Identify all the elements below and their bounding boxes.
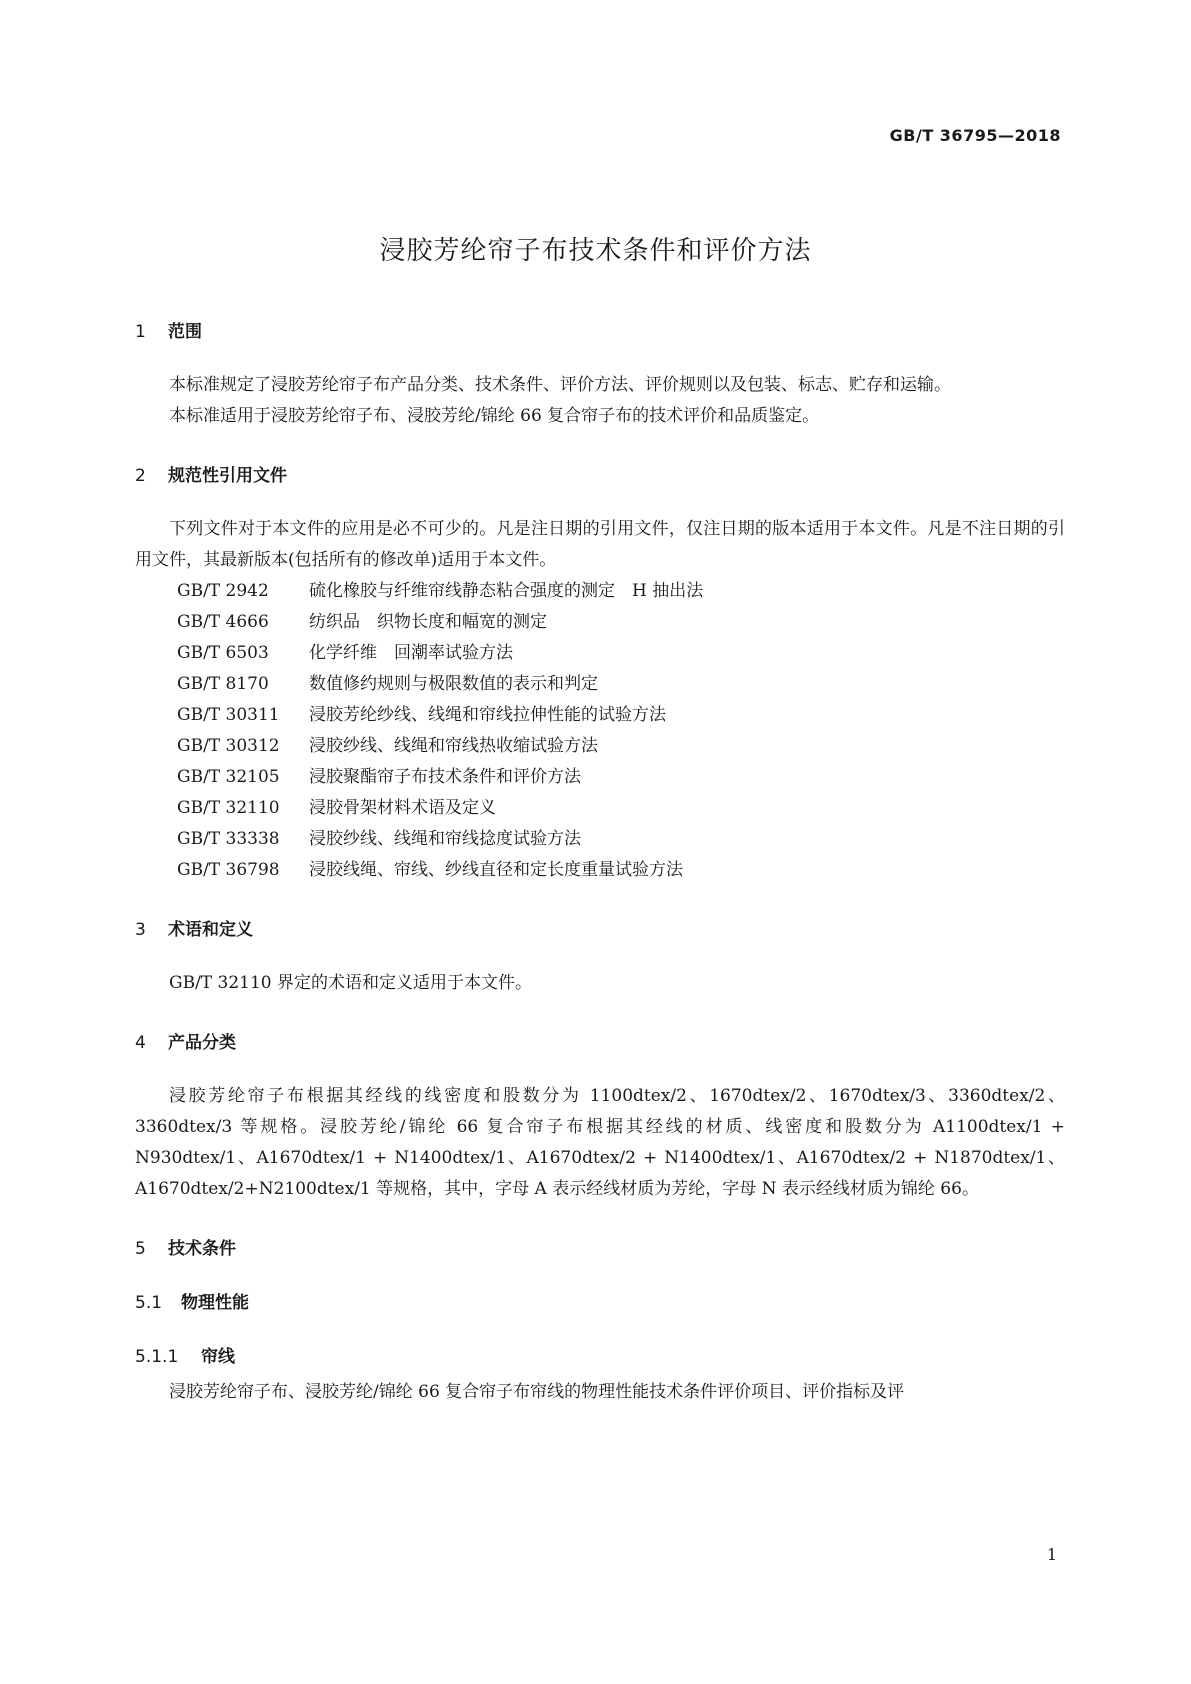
section-title: 技术条件 (168, 1239, 236, 1259)
reference-title: 浸胶纱线、线绳和帘线热收缩试验方法 (309, 736, 598, 756)
reference-item (135, 607, 1065, 638)
reference-title: 浸胶骨架材料术语及定义 (309, 798, 496, 818)
section-number: 5 (135, 1239, 146, 1259)
section-number: 4 (135, 1033, 146, 1053)
paragraph: 浸胶芳纶帘子布、浸胶芳纶/锦纶 66 复合帘子布帘线的物理性能技术条件评价项目、评价指标及评 (169, 1382, 905, 1402)
subsection-title: 帘线 (201, 1347, 235, 1367)
section-heading-5 (135, 1237, 1065, 1261)
document-title: 浸胶芳纶帘子布技术条件和评价方法 (379, 236, 812, 266)
section-title: 术语和定义 (168, 920, 253, 940)
paragraph: 本标准规定了浸胶芳纶帘子布产品分类、技术条件、评价方法、评价规则以及包装、标志、贮存和运输。 (169, 375, 951, 395)
reference-code: GB/T 32105 (177, 767, 280, 787)
section-title: 产品分类 (168, 1033, 236, 1053)
subsection-number: 5.1.1 (135, 1347, 179, 1367)
reference-item (135, 793, 1065, 824)
document-body (135, 320, 1065, 1408)
reference-title: 浸胶聚酯帘子布技术条件和评价方法 (309, 767, 581, 787)
reference-item (135, 638, 1065, 669)
section-heading-2 (135, 464, 1065, 488)
reference-title: 数值修约规则与极限数值的表示和判定 (309, 674, 598, 694)
reference-code: GB/T 8170 (177, 674, 269, 694)
reference-title: 浸胶纱线、线绳和帘线捻度试验方法 (309, 829, 581, 849)
subsection-number: 5.1 (135, 1293, 163, 1313)
subsection-title: 物理性能 (181, 1293, 249, 1313)
section-number: 1 (135, 322, 146, 342)
reference-item (135, 731, 1065, 762)
reference-title: 化学纤维 回潮率试验方法 (309, 643, 513, 663)
reference-code: GB/T 33338 (177, 829, 280, 849)
paragraph: 本标准适用于浸胶芳纶帘子布、浸胶芳纶/锦纶 66 复合帘子布的技术评价和品质鉴定。 (169, 406, 820, 426)
reference-title: 浸胶芳纶纱线、线绳和帘线拉伸性能的试验方法 (309, 705, 666, 725)
reference-item (135, 576, 1065, 607)
reference-title: 浸胶线绳、帘线、纱线直径和定长度重量试验方法 (309, 860, 683, 880)
section-number: 2 (135, 466, 146, 486)
paragraph: 下列文件对于本文件的应用是必不可少的。凡是注日期的引用文件，仅注日期的版本适用于本文件。凡是不注日期的引用文件，其最新版本(包括所有的修改单)适用于本文件。 (135, 519, 1065, 570)
reference-code: GB/T 2942 (177, 581, 269, 601)
reference-code: GB/T 36798 (177, 860, 280, 880)
reference-title: 硫化橡胶与纤维帘线静态粘合强度的测定 H 抽出法 (309, 581, 704, 601)
paragraph: 浸胶芳纶帘子布根据其经线的线密度和股数分为 1100dtex/2、1670dtex/2、1670dtex/3、3360dtex/2、3360dtex/3 等规格。浸胶芳纶/锦纶 66 复合帘子布根据其经线的材质、线密度和股数分为 A1100dtex/1 + N930dtex/1、A1670dtex/1 + N1400dtex/1、A1670dtex/2 + N1400dtex/1、A1670dtex/2 + N1870dtex/1、A1670dtex/2+N2100dtex/1 等规格，其中，字母 A 表示经线材质为芳纶，字母 N 表示经线材质为锦纶 66。 (135, 1086, 1065, 1199)
reference-code: GB/T 32110 (177, 798, 280, 818)
page-number: 1 (1046, 1545, 1057, 1564)
section-heading-3 (135, 918, 1065, 942)
paragraph: GB/T 32110 界定的术语和定义适用于本文件。 (169, 973, 533, 993)
reference-code: GB/T 6503 (177, 643, 269, 663)
subsection-heading-5-1-1 (135, 1345, 1065, 1369)
section-title: 范围 (168, 322, 202, 342)
section-heading-1 (135, 320, 1065, 344)
section-number: 3 (135, 920, 146, 940)
reference-item (135, 700, 1065, 731)
reference-code: GB/T 30311 (177, 705, 280, 725)
reference-item (135, 762, 1065, 793)
reference-code: GB/T 4666 (177, 612, 269, 632)
document-id: GB/T 36795—2018 (889, 126, 1061, 145)
reference-title: 纺织品 织物长度和幅宽的测定 (309, 612, 547, 632)
reference-list (135, 576, 1065, 886)
subsection-heading-5-1 (135, 1291, 1065, 1315)
reference-item (135, 855, 1065, 886)
section-title: 规范性引用文件 (168, 466, 287, 486)
reference-item (135, 669, 1065, 700)
reference-item (135, 824, 1065, 855)
reference-code: GB/T 30312 (177, 736, 280, 756)
section-heading-4 (135, 1031, 1065, 1055)
